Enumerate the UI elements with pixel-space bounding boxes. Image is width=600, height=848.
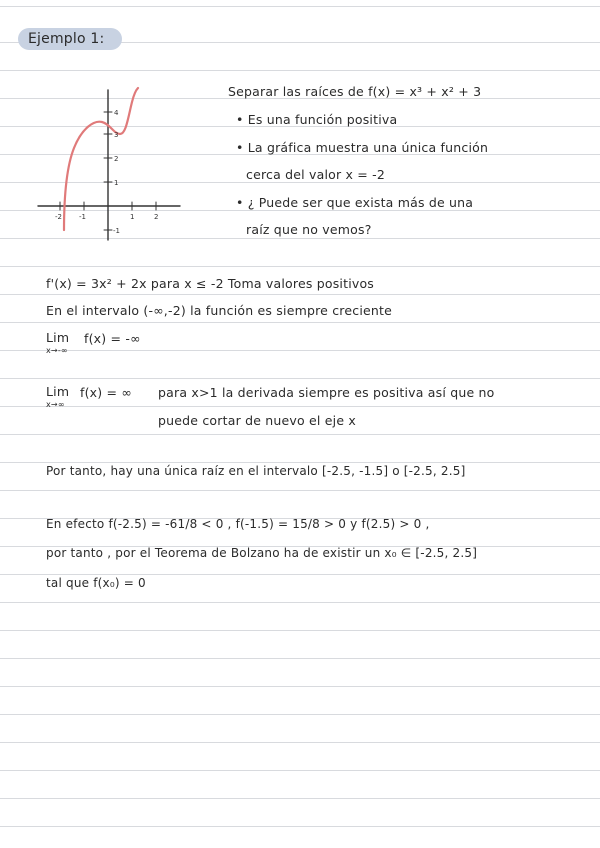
function-graph [30, 82, 190, 242]
bullet-graph: • La gráfica muestra una única función [236, 140, 489, 155]
bullet-positive: • Es una función positiva [236, 112, 398, 127]
bullet-question-cont: raíz que no vemos? [246, 222, 372, 237]
bullet-question: • ¿ Puede ser que exista más de una [236, 195, 474, 210]
x-tick-label-1: 1 [130, 213, 135, 221]
limit-pos-sub: x→∞ [46, 400, 65, 409]
interval-line: En el intervalo (-∞,-2) la función es siempre creciente [46, 303, 393, 318]
evaluation-line: En efecto f(-2.5) = -61/8 < 0 , f(-1.5) = 15/8 > 0 y f(2.5) > 0 , [46, 517, 430, 531]
derivative-positive-text: para x>1 la derivada siempre es positiva así que no [158, 385, 495, 400]
limit-neg-sub: x→-∞ [46, 346, 68, 355]
y-tick-label-1: 1 [114, 179, 119, 187]
derivative-line: f'(x) = 3x² + 2x para x ≤ -2 Toma valores positivos [46, 276, 375, 291]
page-title: Ejemplo 1: [28, 31, 105, 47]
y-tick-label-4: 4 [114, 109, 119, 117]
limit-pos-word: Lim [46, 384, 70, 399]
no-cross-text: puede cortar de nuevo el eje x [158, 413, 356, 428]
unique-root-line: Por tanto, hay una única raíz en el intervalo [-2.5, -1.5] o [-2.5, 2.5] [46, 464, 466, 478]
bolzano-line: por tanto , por el Teorema de Bolzano ha de existir un x₀ ∈ [-2.5, 2.5] [46, 546, 478, 560]
x-tick-label-neg1: -1 [79, 213, 86, 221]
bullet-graph-cont: cerca del valor x = -2 [246, 167, 385, 182]
function-curve [64, 88, 138, 230]
limit-pos-expr: f(x) = ∞ [80, 385, 132, 400]
x-tick-label-2: 2 [154, 213, 159, 221]
x-tick-label-neg2: -2 [55, 213, 62, 221]
root-conclusion-line: tal que f(x₀) = 0 [46, 576, 146, 590]
limit-neg-expr: f(x) = -∞ [84, 331, 141, 346]
y-tick-label-3: 3 [114, 131, 119, 139]
y-tick-label-neg1: -1 [113, 227, 120, 235]
y-tick-label-2: 2 [114, 155, 119, 163]
limit-neg-word: Lim [46, 330, 70, 345]
intro-line: Separar las raíces de f(x) = x³ + x² + 3 [228, 84, 482, 99]
